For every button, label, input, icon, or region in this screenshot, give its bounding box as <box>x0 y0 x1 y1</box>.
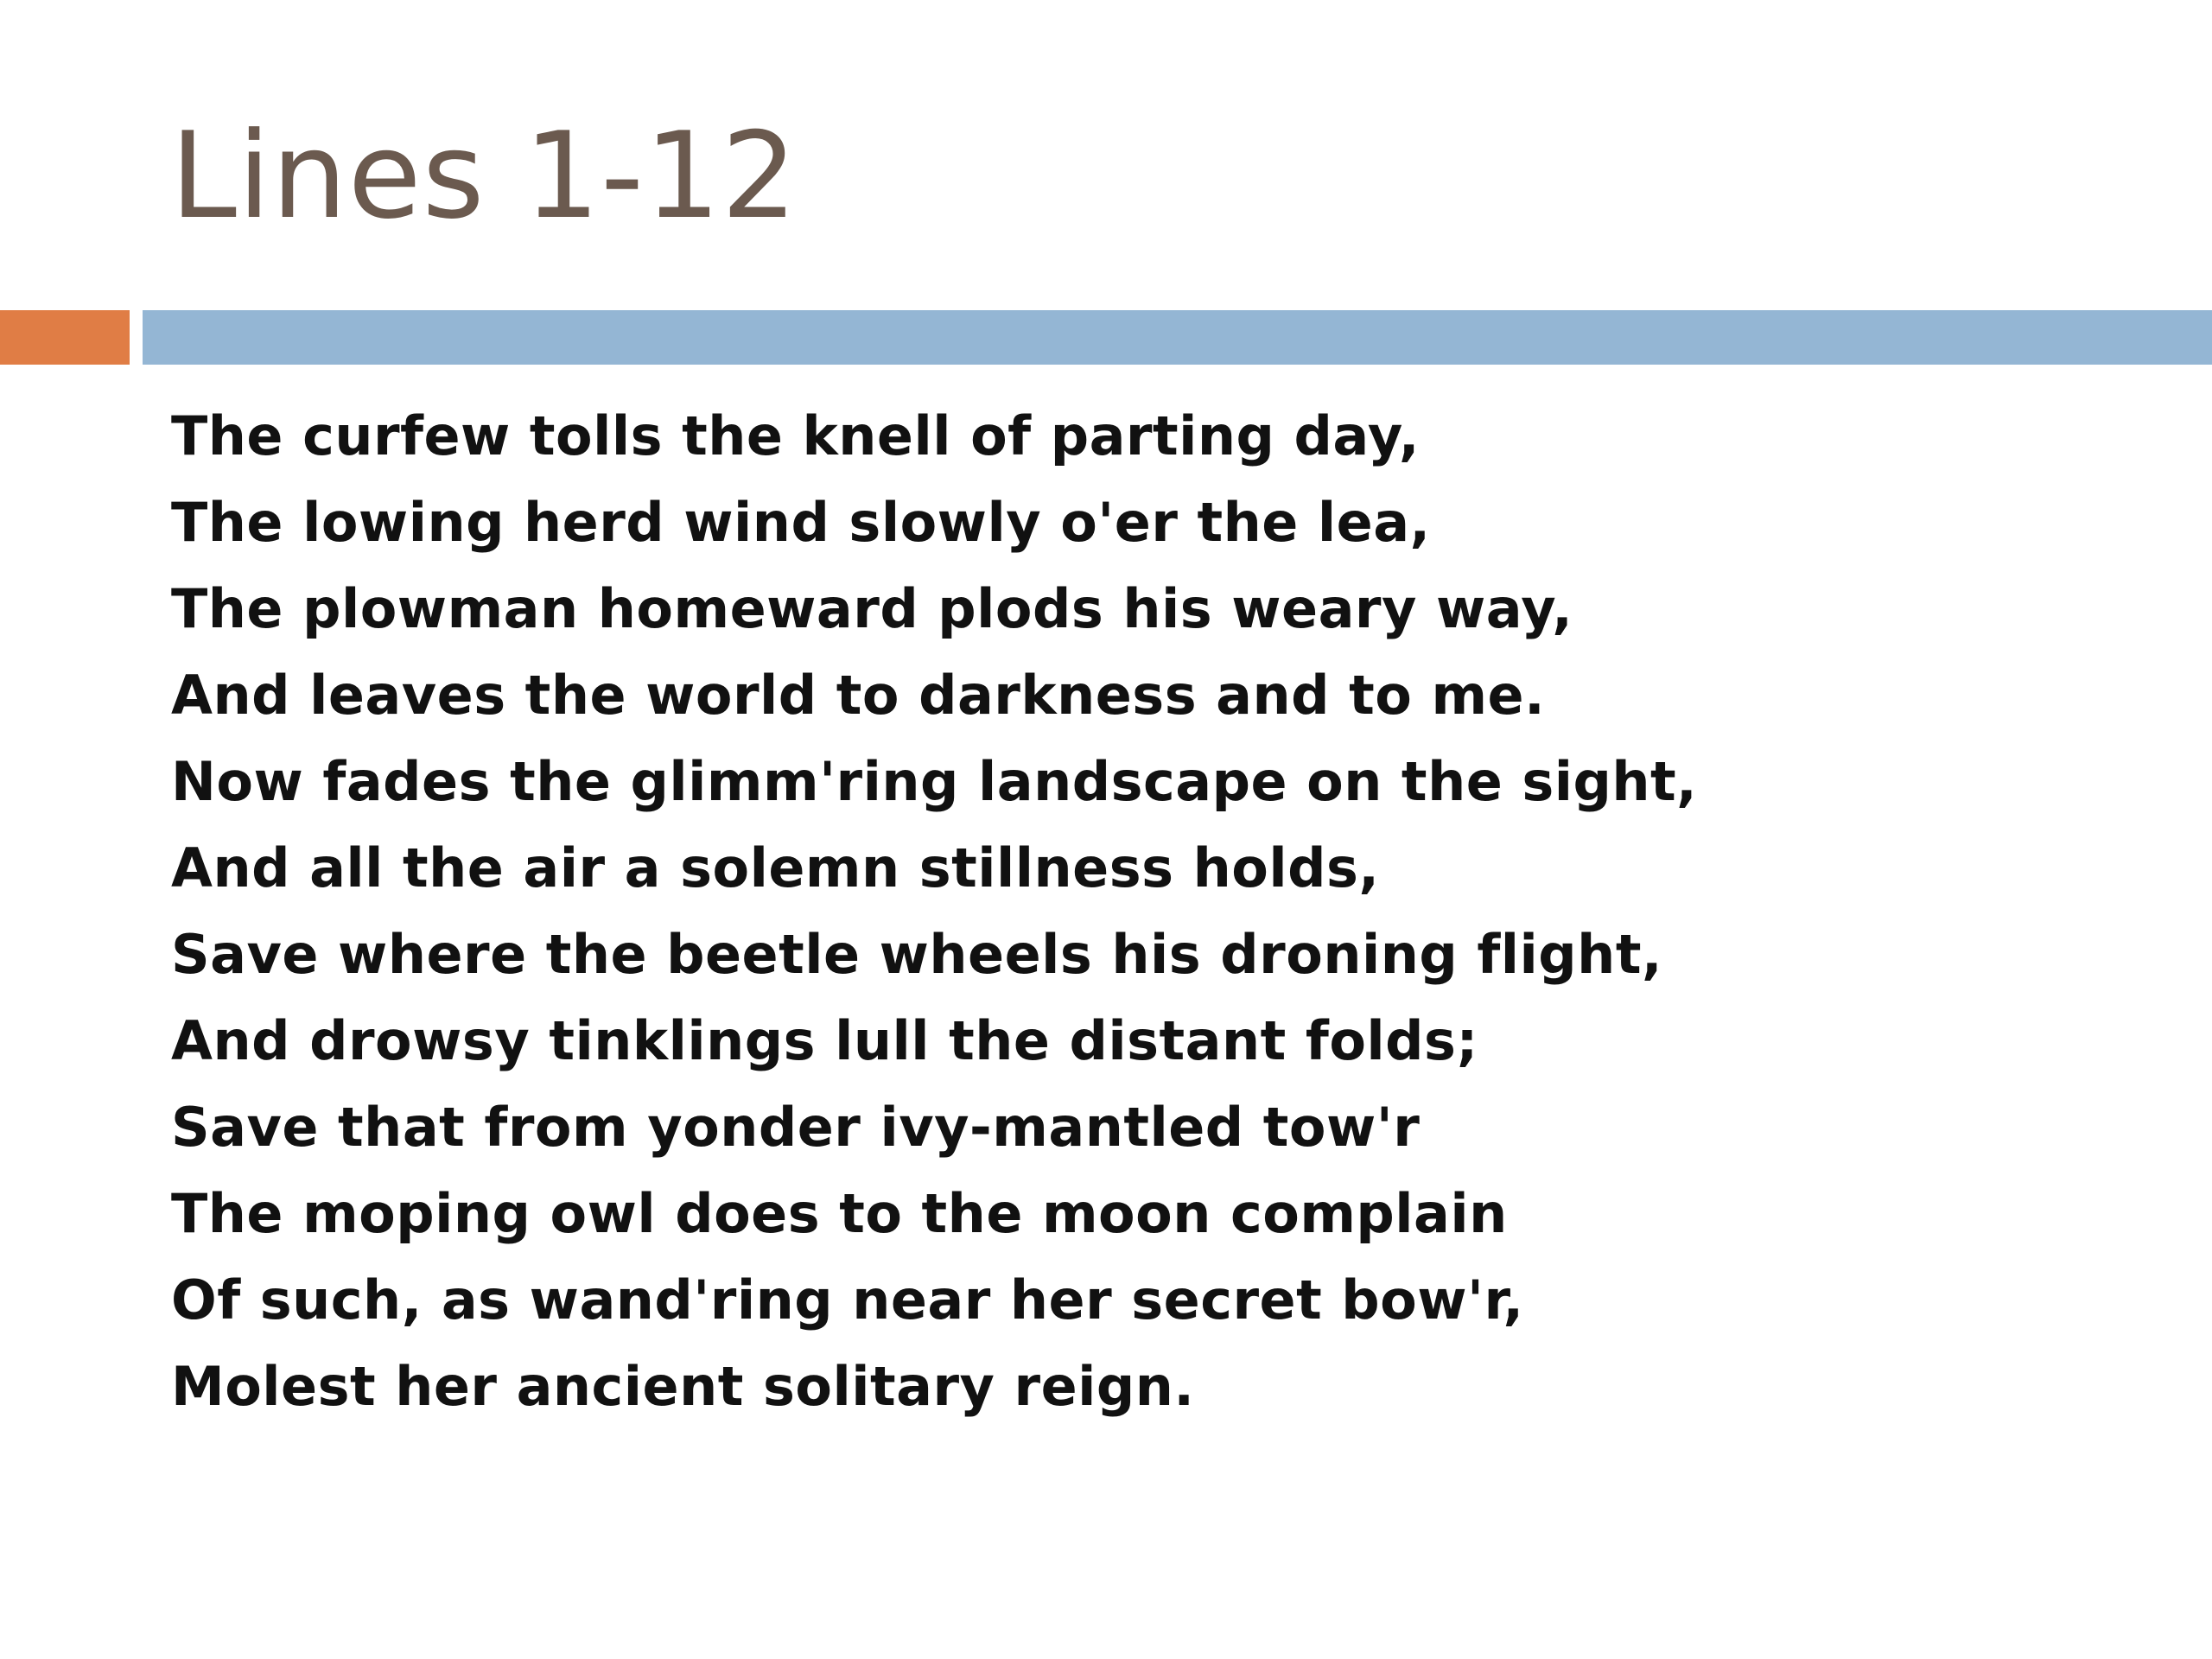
poem-line-11: Of such, as wand'ring near her secret bow'r, <box>171 1268 1524 1332</box>
poem-line-1: The curfew tolls the knell of parting day, <box>171 404 1420 467</box>
poem-line-7: Save where the beetle wheels his droning flight, <box>171 923 1663 986</box>
accent-bar-orange <box>0 310 130 365</box>
poem-line-10: The moping owl does to the moon complain <box>171 1182 1508 1245</box>
poem-text <box>171 393 1697 1430</box>
poem-line-9: Save that from yonder ivy-mantled tow'r <box>171 1096 1421 1159</box>
poem-line-5: Now fades the glimm'ring landscape on the sight, <box>171 750 1698 813</box>
poem-line-6: And all the air a solemn stillness holds, <box>171 836 1380 899</box>
slide-title: Lines 1-12 <box>170 106 798 245</box>
poem-line-4: And leaves the world to darkness and to me. <box>171 664 1546 727</box>
poem-line-8: And drowsy tinklings lull the distant folds; <box>171 1009 1478 1072</box>
poem-line-12: Molest her ancient solitary reign. <box>171 1355 1195 1418</box>
accent-bar-blue <box>143 310 2212 365</box>
poem-line-2: The lowing herd wind slowly o'er the lea, <box>171 491 1431 554</box>
poem-line-3: The plowman homeward plods his weary way, <box>171 577 1573 640</box>
